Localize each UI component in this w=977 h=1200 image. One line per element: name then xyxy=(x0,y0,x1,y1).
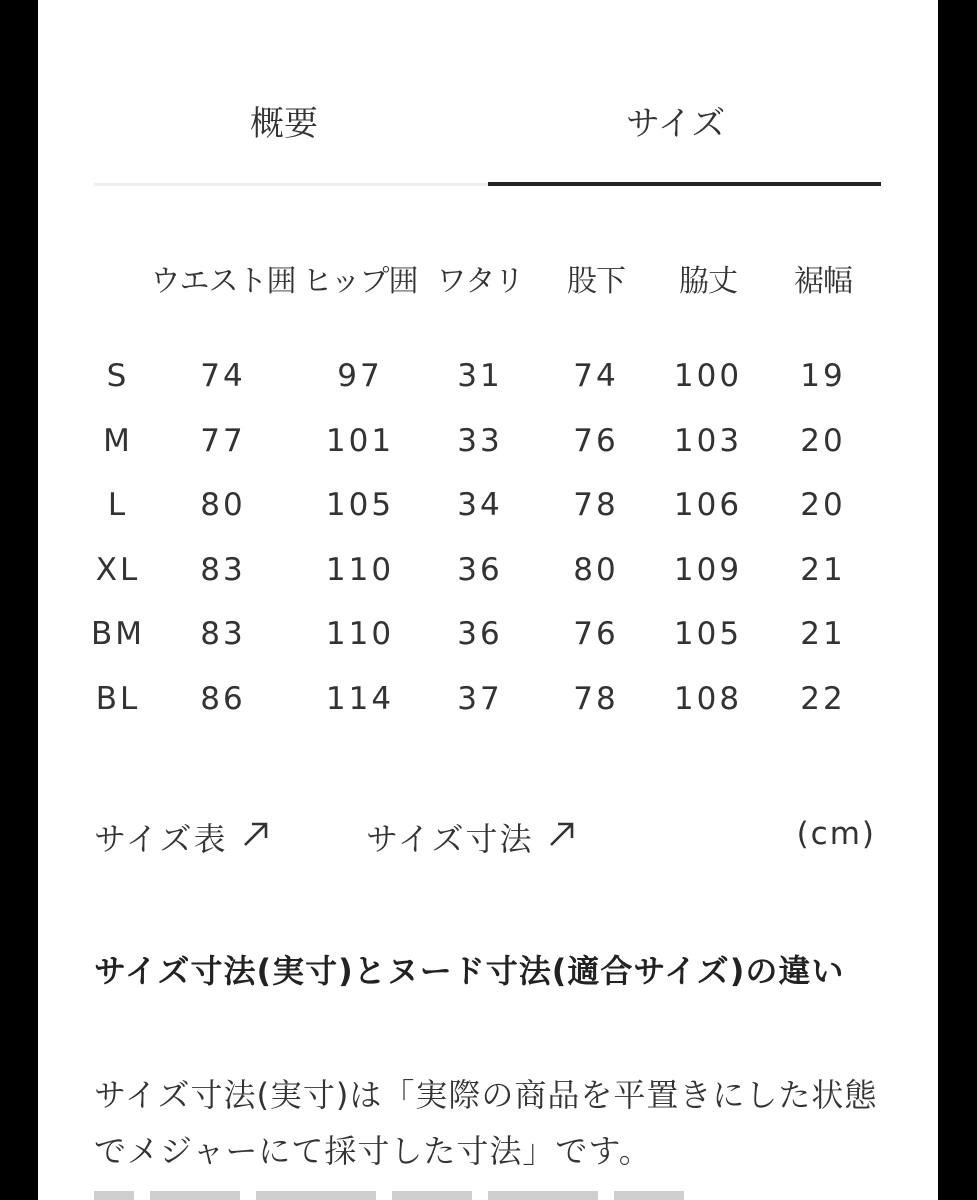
table-row xyxy=(90,473,882,538)
size-table xyxy=(90,252,882,731)
table-cell: 80 xyxy=(573,551,619,588)
table-cell: 22 xyxy=(800,680,846,717)
tab-size[interactable]: サイズ xyxy=(626,104,726,144)
table-cell: 105 xyxy=(325,487,395,524)
size-chart-link-label: サイズ表 xyxy=(94,820,228,858)
table-cell: 106 xyxy=(673,487,743,524)
table-cell: 101 xyxy=(325,422,395,459)
table-row xyxy=(90,602,882,667)
table-cell: 114 xyxy=(325,680,395,717)
table-cell: 76 xyxy=(573,422,619,459)
table-cell: 20 xyxy=(800,487,846,524)
table-cell: 20 xyxy=(800,422,846,459)
table-cell: 100 xyxy=(673,358,743,395)
table-cell: 108 xyxy=(673,680,743,717)
table-cell: 110 xyxy=(325,551,395,588)
table-cell: 78 xyxy=(573,680,619,717)
column-header-hem: 裾幅 xyxy=(794,264,852,299)
column-header xyxy=(90,252,146,304)
table-cell: 74 xyxy=(573,358,619,395)
size-chart-link[interactable] xyxy=(94,814,271,860)
size-label: M xyxy=(103,422,133,459)
table-cell: 103 xyxy=(673,422,743,459)
size-label: S xyxy=(106,358,130,395)
column-header-thigh: ワタリ xyxy=(436,264,524,299)
table-cell: 77 xyxy=(200,422,246,459)
table-cell: 36 xyxy=(457,616,503,653)
table-cell: 83 xyxy=(200,616,246,653)
table-header-row xyxy=(90,252,882,304)
table-cell: 19 xyxy=(800,358,846,395)
table-cell: 78 xyxy=(573,487,619,524)
arrow-up-right-icon xyxy=(241,819,271,857)
column-header-hip: ヒップ囲 xyxy=(302,264,418,299)
table-cell: 31 xyxy=(457,358,503,395)
table-cell: 21 xyxy=(800,616,846,653)
tab-underline-active xyxy=(488,182,881,186)
size-label: XL xyxy=(95,551,141,588)
column-header-waist: ウエスト囲 xyxy=(150,264,296,299)
truncated-text-line xyxy=(94,1188,884,1200)
table-row xyxy=(90,409,882,474)
table-row xyxy=(90,667,882,732)
table-cell: 109 xyxy=(673,551,743,588)
table-row xyxy=(90,538,882,603)
table-row xyxy=(90,344,882,409)
table-cell: 21 xyxy=(800,551,846,588)
table-cell: 105 xyxy=(673,616,743,653)
column-header-outseam: 脇丈 xyxy=(679,264,737,299)
tab-overview[interactable]: 概要 xyxy=(250,104,318,144)
table-cell: 86 xyxy=(200,680,246,717)
table-cell: 37 xyxy=(457,680,503,717)
column-header-inseam: 股下 xyxy=(567,264,625,299)
table-spacer xyxy=(90,304,882,344)
size-measurement-link-label: サイズ寸法 xyxy=(366,820,534,858)
table-cell: 97 xyxy=(337,358,383,395)
table-cell: 80 xyxy=(200,487,246,524)
table-cell: 76 xyxy=(573,616,619,653)
size-label: BL xyxy=(95,680,141,717)
table-cell: 36 xyxy=(457,551,503,588)
tab-underline-inactive xyxy=(94,183,488,186)
table-cell: 83 xyxy=(200,551,246,588)
size-measurement-link[interactable] xyxy=(366,814,577,860)
unit-label: (cm) xyxy=(796,816,876,852)
section-body-text: サイズ寸法(実寸)は「実際の商品を平置きにした状態でメジャーにて採寸した寸法」です。 xyxy=(94,1076,878,1170)
table-cell: 34 xyxy=(457,487,503,524)
arrow-up-right-icon xyxy=(547,819,577,857)
table-cell: 33 xyxy=(457,422,503,459)
size-label: BM xyxy=(90,616,145,653)
section-heading: サイズ寸法(実寸)とヌード寸法(適合サイズ)の違い xyxy=(94,952,845,990)
table-cell: 74 xyxy=(200,358,246,395)
table-cell: 110 xyxy=(325,616,395,653)
size-info-panel xyxy=(38,0,938,1200)
size-label: L xyxy=(107,487,129,524)
